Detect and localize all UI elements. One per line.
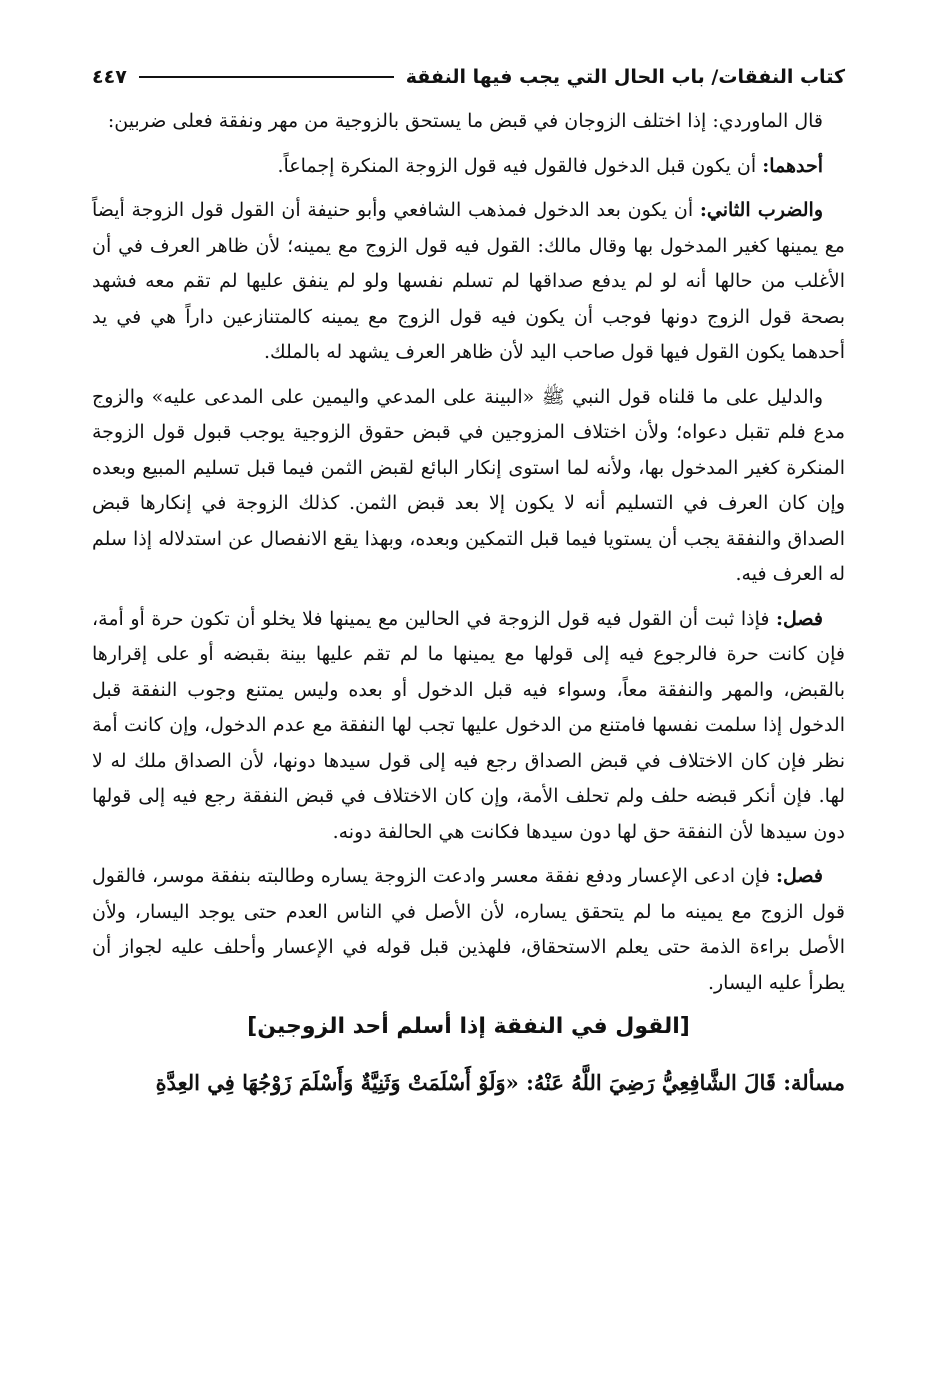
masala-text: قَالَ الشَّافِعِيُّ رَضِيَ اللَّهُ عَنْهُ: «وَلَوْ أَسْلَمَتْ وَثَنِيَّةٌ وَأَسْلَمَ زَوْجُهَا فِي العِدَّةِ bbox=[155, 1070, 784, 1095]
paragraph-text: فإن ادعى الإعسار ودفع نفقة معسر وادعت الزوجة يساره وطالبته بنفقة موسر، فالقول قول الزوج مع يمينه ما لم يتحقق يساره، لأن الأصل في الناس العدم حتى يوجد اليسار، ولأن الأصل براءة الذمة حتى يعلم الاستحقاق، فلهذين قبل قوله في الإعسار وأحلف عليه لجواز أن يطرأ عليه اليسار. bbox=[92, 865, 845, 994]
paragraph-text: أن يكون بعد الدخول فمذهب الشافعي وأبو حنيفة أن القول قول الزوجة أيضاً مع يمينها كغير المدخول بها وقال مالك: القول فيه قول الزوج مع يمينه؛ لأن ظاهر العرف في أن الأغلب من حالها أنه لو لم يدفع صداقها لم تسلم نفسها ولو لم ينفق عليها لم تقم معه فشهد بصحة قول الزوج دونها فوجب أن يكون فيه قول الزوج مع يمينه كالمتنازعين داراً هي في يد أحدهما يكون القول فيها قول صاحب اليد لأن ظاهر العرف يشهد له بالملك. bbox=[92, 199, 845, 363]
paragraph-text: فإذا ثبت أن القول فيه قول الزوجة في الحالين مع يمينها فلا يخلو أن تكون حرة أو أمة، فإن كانت حرة فالرجوع فيه إلى قولها مع يمينها ما لم تقم عليها بينة بقبضه أو على إقرارها بالقبض، والمهر والنفقة معاً، وسواء فيه قبل الدخول أو بعده وليس يمتنع وجوب النفقة قبل الدخول إذا سلمت نفسها فامتنع من الدخول عليها تجب لها النفقة مع عدم الدخول، وإن كانت أمة نظر فإن كان الاختلاف في قبض الصداق رجع فيه إلى قول سيدها دونها، لأن الصداق ملك له لا لها. فإن أنكر قبضه حلف ولم تحلف الأمة، وإن كان الاختلاف في قبض النفقة رجع فيه إلى قولها دون سيدها لأن النفقة حق لها دون سيدها فكانت هي الحالفة دونه. bbox=[92, 607, 845, 843]
paragraph-lead: والضرب الثاني: bbox=[699, 199, 824, 221]
paragraph-lead: فصل: bbox=[776, 607, 823, 630]
masala-lead: مسألة: bbox=[783, 1070, 845, 1095]
masala-paragraph bbox=[92, 1065, 845, 1101]
paragraph-text: قال الماوردي: إذا اختلف الزوجان في قبض ما يستحق بالزوجية من مهر ونفقة فعلى ضربين: bbox=[107, 110, 823, 132]
section-heading: [القول في النفقة إذا أسلم أحد الزوجين] bbox=[247, 1014, 690, 1039]
paragraph-fasl-insolvency bbox=[92, 859, 845, 1001]
paragraph-lead: أحدهما: bbox=[762, 154, 823, 177]
running-header bbox=[92, 62, 845, 92]
page-body bbox=[92, 104, 845, 1110]
paragraph-first-type bbox=[92, 149, 845, 185]
header-title: كتاب النفقات/ باب الحال التي يجب فيها النفقة bbox=[405, 66, 845, 88]
paragraph-second-type bbox=[92, 193, 845, 371]
page-number: ٤٤٧ bbox=[92, 66, 127, 88]
paragraph-fasl-free-slave bbox=[92, 602, 845, 851]
paragraph-intro bbox=[92, 104, 845, 140]
paragraph-text: أن يكون قبل الدخول فالقول فيه قول الزوجة المنكرة إجماعاً. bbox=[277, 154, 763, 177]
header-rule bbox=[139, 76, 394, 78]
paragraph-evidence bbox=[92, 380, 845, 593]
paragraph-lead: فصل: bbox=[776, 865, 823, 887]
paragraph-text: والدليل على ما قلناه قول النبي ﷺ «البينة على المدعي واليمين على المدعى عليه» والزوج مدع فلم تقبل دعواه؛ ولأن اختلاف المزوجين في قبض حقوق الزوجية يوجب قبول قول الزوجة المنكرة كغير المدخول بها، ولأنه لما استوى إنكار البائع لقبض الثمن فيما قبل تسليم المبيع وبعده وإن كان العرف في التسليم أنه لا يكون إلا بعد قبض الثمن. كذلك الزوجة في إنكارها قبض الصداق والنفقة يجب أن يستويا فيما قبل التمكين وبعده، وبهذا يقع الانفصال عن استدلاله إذا سلم له العرف فيه. bbox=[92, 385, 845, 585]
